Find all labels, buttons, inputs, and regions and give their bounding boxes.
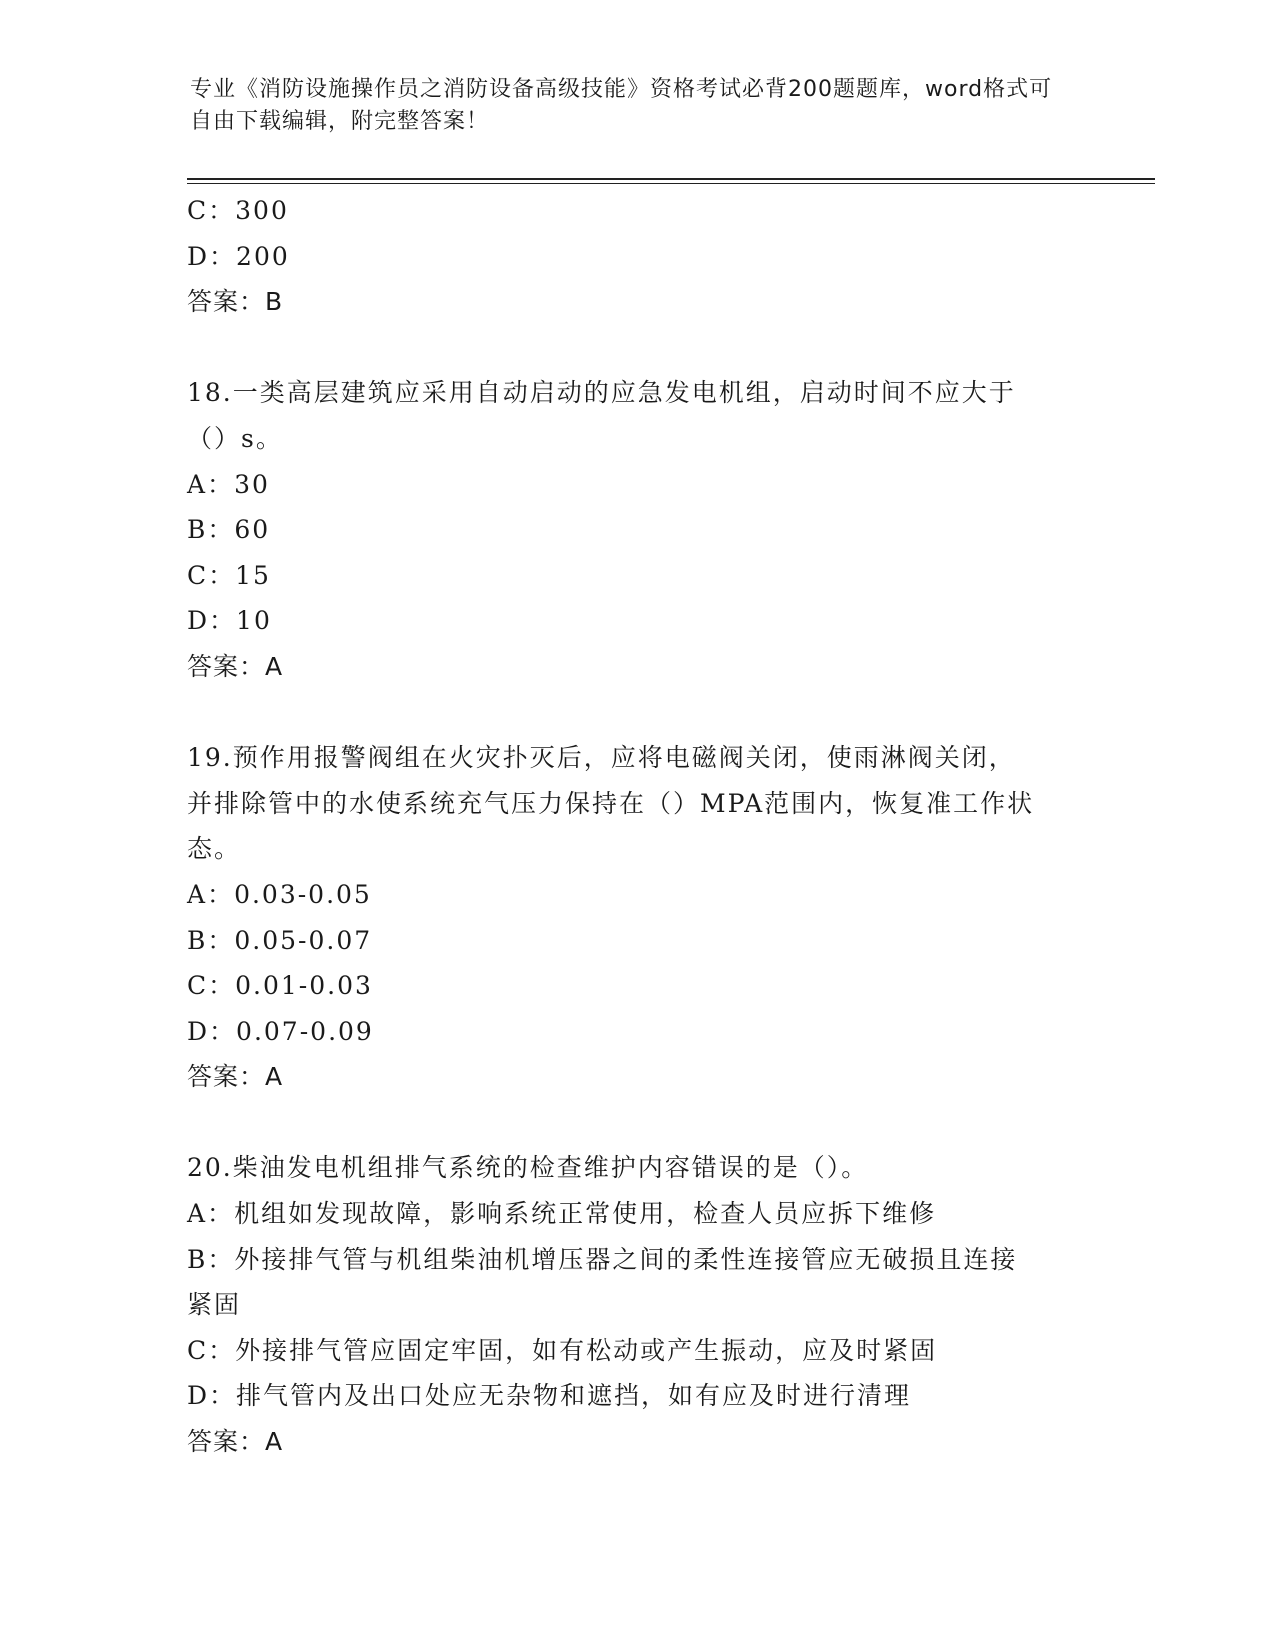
option-a: A：0.03-0.05 bbox=[187, 879, 372, 909]
option-c: C：0.01-0.03 bbox=[187, 971, 373, 1001]
option-a: A：机组如发现故障，影响系统正常使用，检查人员应拆下维修 bbox=[187, 1199, 937, 1229]
answer-line: 答案：A bbox=[187, 651, 284, 681]
option-a: A：30 bbox=[187, 469, 270, 499]
question-stem bbox=[187, 370, 1087, 461]
question-20 bbox=[187, 1145, 1087, 1464]
answer-line: 答案：A bbox=[187, 1062, 284, 1092]
answer-line: 答案：A bbox=[187, 1427, 284, 1457]
stem-line: 20.柴油发电机组排气系统的检查维护内容错误的是（）。 bbox=[187, 1153, 869, 1183]
document-header bbox=[190, 74, 1070, 138]
option-c: C：300 bbox=[187, 196, 289, 225]
stem-line: 并排除管中的水使系统充气压力保持在（）MPA范围内，恢复准工作状 bbox=[187, 788, 1035, 818]
header-rule-thin bbox=[187, 183, 1155, 184]
stem-line: 18.一类高层建筑应采用自动启动的应急发电机组，启动时间不应大于 bbox=[187, 378, 1016, 408]
prev-question bbox=[187, 188, 1087, 325]
question-stem bbox=[187, 1145, 1087, 1191]
option-c: C：15 bbox=[187, 560, 271, 590]
stem-line: （）s。 bbox=[187, 423, 283, 453]
option-b: B：外接排气管与机组柴油机增压器之间的柔性连接管应无破损且连接 bbox=[187, 1244, 1018, 1274]
header-rule-thick bbox=[187, 178, 1155, 180]
option-d: D：0.07-0.09 bbox=[187, 1016, 374, 1046]
stem-line: 态。 bbox=[187, 834, 242, 864]
document-body bbox=[187, 188, 1087, 1465]
question-18 bbox=[187, 370, 1087, 689]
answer-line: 答案：B bbox=[187, 287, 284, 317]
option-d: D：排气管内及出口处应无杂物和遮挡，如有应及时进行清理 bbox=[187, 1381, 912, 1411]
header-text: 专业《消防设施操作员之消防设备高级技能》资格考试必背200题题库，word格式可自由下载编辑，附完整答案！ bbox=[190, 77, 1053, 134]
option-b: B：0.05-0.07 bbox=[187, 925, 373, 955]
option-c: C：外接排气管应固定牢固，如有松动或产生振动，应及时紧固 bbox=[187, 1335, 938, 1365]
stem-line: 19.预作用报警阀组在火灾扑灭后，应将电磁阀关闭，使雨淋阀关闭， bbox=[187, 743, 1016, 773]
option-b: B：60 bbox=[187, 515, 271, 545]
question-stem bbox=[187, 735, 1087, 872]
option-d: D：200 bbox=[187, 241, 290, 271]
question-19 bbox=[187, 735, 1087, 1100]
option-d: D：10 bbox=[187, 606, 272, 636]
option-b-continuation: 紧固 bbox=[187, 1290, 242, 1320]
